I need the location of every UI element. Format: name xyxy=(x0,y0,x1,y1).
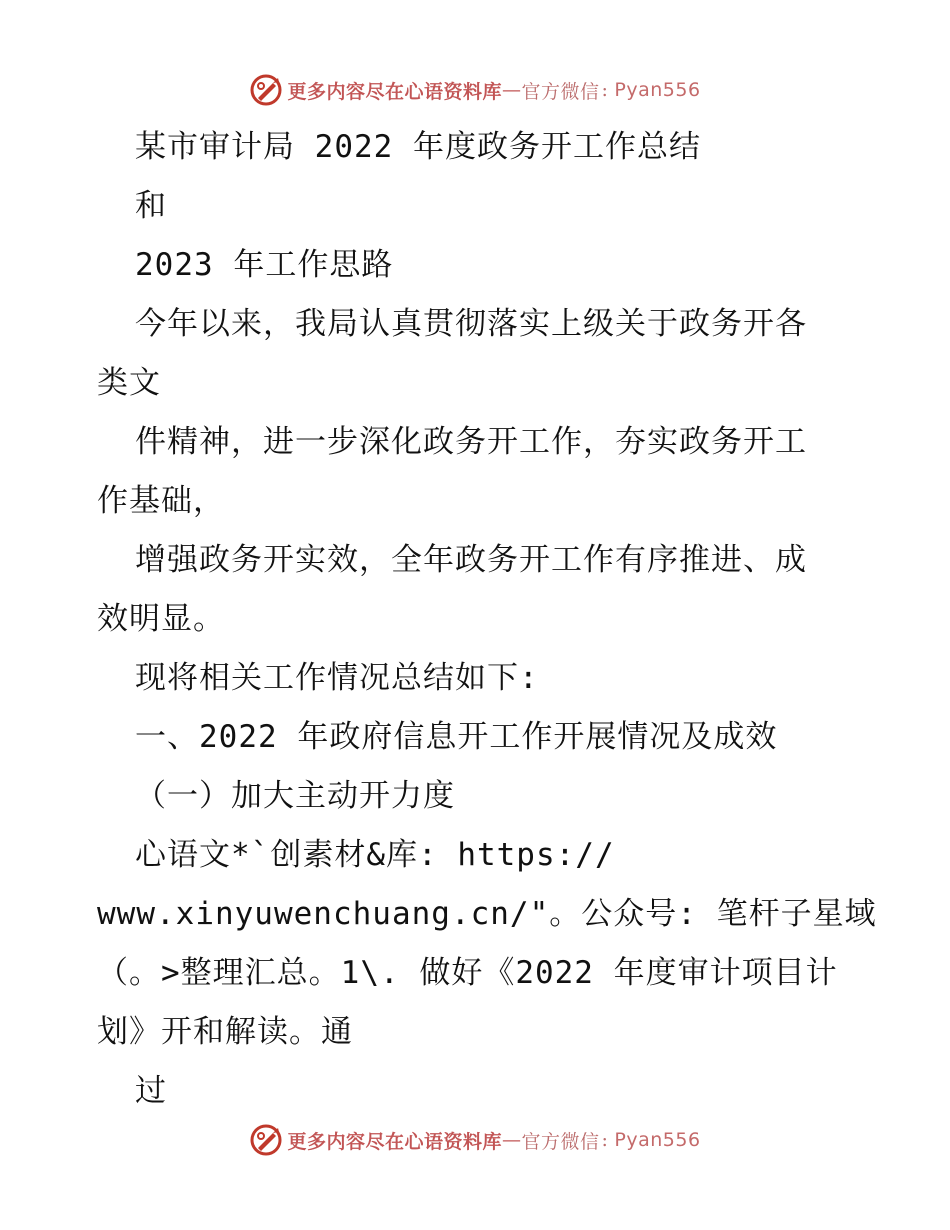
paragraph-line: 现将相关工作情况总结如下: xyxy=(135,660,539,696)
paragraph-line: 件精神，进一步深化政务开工作，夯实政务开工 xyxy=(135,424,807,460)
banner-official-label: 官方微信 xyxy=(521,80,600,103)
banner-brand-text: 更多内容尽在心语资料库 xyxy=(287,1130,502,1153)
paragraph-line: 作基础， xyxy=(97,483,225,519)
paragraph-line: 心语文*`创素材&库: https:// xyxy=(135,837,615,873)
paragraph-line: 划》开和解读。通 xyxy=(97,1014,353,1050)
document-subtitle: 2023 年工作思路 xyxy=(135,247,394,283)
footer-banner xyxy=(0,1120,950,1160)
document-body xyxy=(97,118,877,1121)
document-title: 某市审计局 2022 年度政务开工作总结 xyxy=(135,129,701,165)
banner-wechat-id: Pyan556 xyxy=(614,1129,701,1151)
section-heading: 一、2022 年政府信息开工作开展情况及成效 xyxy=(135,719,778,755)
banner-brand-text: 更多内容尽在心语资料库 xyxy=(287,80,502,103)
paragraph-line: 过 xyxy=(135,1073,167,1109)
banner-separator: : xyxy=(601,79,609,101)
paragraph-line: www.xinyuwenchuang.cn/"。公众号: 笔杆子星域 xyxy=(97,896,877,932)
quill-logo-icon xyxy=(249,1123,283,1157)
paragraph-line: 增强政务开实效，全年政务开工作有序推进、成 xyxy=(135,542,807,578)
banner-separator: : xyxy=(601,1129,609,1151)
paragraph-line: 今年以来，我局认真贯彻落实上级关于政务开各 xyxy=(135,306,807,342)
banner-dash: — xyxy=(501,79,522,101)
paragraph-line: （。>整理汇总。1\. 做好《2022 年度审计项目计 xyxy=(97,955,838,991)
header-banner xyxy=(0,70,950,110)
banner-wechat-id: Pyan556 xyxy=(614,79,701,101)
banner-dash: — xyxy=(501,1129,522,1151)
document-title-line: 和 xyxy=(135,188,167,224)
quill-logo-icon xyxy=(249,73,283,107)
banner-official-label: 官方微信 xyxy=(521,1130,600,1153)
paragraph-line: 效明显。 xyxy=(97,601,225,637)
subsection-heading: （一）加大主动开力度 xyxy=(135,778,455,814)
paragraph-line: 类文 xyxy=(97,365,161,401)
